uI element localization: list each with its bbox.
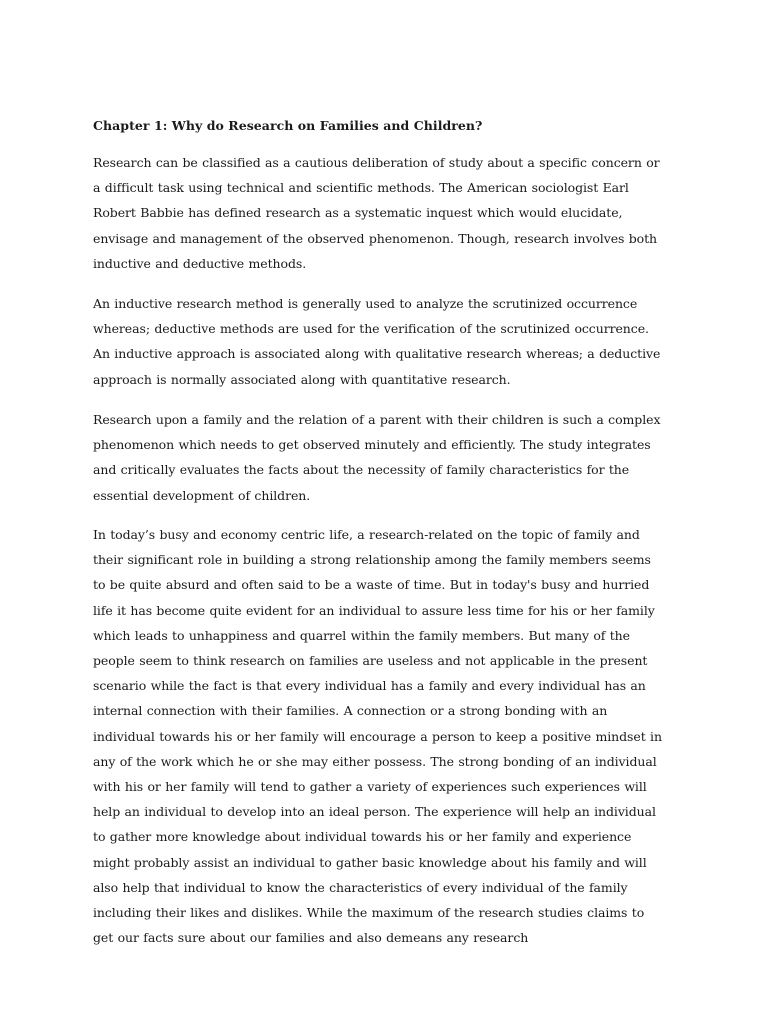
paragraph-research-definition: Research can be classified as a cautious deliberation of study about a specific concern or a difficult task using technical and scientific methods. The American sociologist Earl Robert Babbie has defined research as a systematic inquest which would elucidate, envisage and management of the observed phenomenon. Though, research involves both inductive and deductive methods. [93, 155, 660, 271]
paragraph-modern-life: In today’s busy and economy centric life, a research-related on the topic of family and their significant role in building a strong relationship among the family members seems to be quite absurd and often said to be a waste of time. But in today's busy and hurried life it has become quite evident for an individual to assure less time for his or her family which leads to unhappiness and quarrel within the family members. But many of the people seem to think research on families are useless and not applicable in the present scenario while the fact is that every individual has a family and every individual has an internal connection with their families. A connection or a strong bonding with an individual towards his or her family will encourage a person to keep a positive mindset in any of the work which he or she may either possess. The strong bonding of an individual with his or her family will tend to gather a variety of experiences such experiences will help an individual to develop into an ideal person. The experience will help an individual to gather more knowledge about individual towards his or her family and experience might probably assist an individual to gather basic knowledge about his family and will also help that individual to know the characteristics of every individual of the family including their likes and dislikes. While the maximum of the research studies claims to get our facts sure about our families and also demeans any research [93, 527, 662, 946]
chapter-heading-container [93, 117, 663, 135]
chapter-heading: Chapter 1: Why do Research on Families and Children? [93, 118, 483, 133]
paragraph-family-research: Research upon a family and the relation of a parent with their children is such a complex phenomenon which needs to get observed minutely and efficiently. The study integrates and critically evaluates the facts about the necessity of family characteristics for the essential development of children. [93, 412, 661, 503]
paragraph-inductive-deductive: An inductive research method is generally used to analyze the scrutinized occurrence whereas; deductive methods are used for the verification of the scrutinized occurrence. An inductive approach is associated along with qualitative research whereas; a deductive approach is normally associated along with quantitative research. [93, 296, 661, 387]
